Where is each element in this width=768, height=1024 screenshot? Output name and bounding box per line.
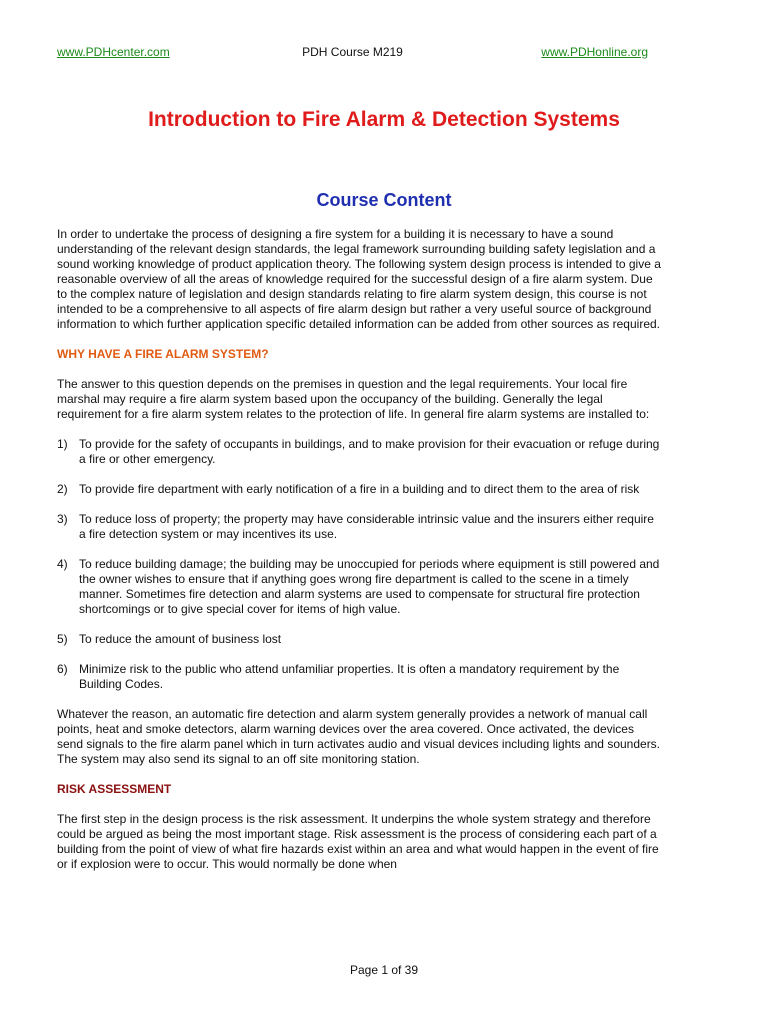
- list-number: 4): [57, 557, 68, 571]
- list-item: [57, 512, 663, 542]
- pdhcenter-link[interactable]: www.PDHcenter.com: [57, 45, 170, 59]
- list-text: To provide fire department with early notification of a fire in a building and to direct them to the area of risk: [79, 482, 640, 496]
- list-text: To reduce loss of property; the property may have considerable intrinsic value and the insurers either require a fire detection system or may incentives its use.: [79, 512, 654, 541]
- why-heading: WHY HAVE A FIRE ALARM SYSTEM?: [57, 347, 269, 361]
- list-item: [57, 632, 663, 647]
- section-subtitle: Course Content: [316, 190, 452, 210]
- pdhonline-link[interactable]: www.PDHonline.org: [541, 45, 648, 59]
- course-code: PDH Course M219: [302, 45, 403, 59]
- list-number: 2): [57, 482, 68, 496]
- document-title: Introduction to Fire Alarm & Detection Systems: [148, 108, 620, 131]
- page-number: Page 1 of 39: [349, 963, 419, 977]
- list-number: 6): [57, 662, 68, 676]
- why-paragraph: The answer to this question depends on the premises in question and the legal requirements. Your local fire marshal may require a fire alarm system based upon the occupancy of the building. Generally the legal requirement for a fire alarm system relates to the protection of life. In general fire alarm systems are installed to:: [57, 377, 650, 421]
- page-header: [57, 45, 648, 63]
- list-number: 3): [57, 512, 68, 526]
- risk-paragraph: The first step in the design process is the risk assessment. It underpins the whole system strategy and therefore could be argued as being the most important stage. Risk assessment is the process of considering each part of a building from the point of view of what fire hazards exist within an area and what would happen in the event of fire or if explosion were to occur. This would normally be done when: [57, 812, 659, 871]
- list-item: [57, 557, 663, 617]
- closing-paragraph: Whatever the reason, an automatic fire detection and alarm system generally provides a network of manual call points, heat and smoke detectors, alarm warning devices over the area covered. Once activated, the devices send signals to the fire alarm panel which in turn activates audio and visual devices including lights and sounders. The system may also send its signal to an off site monitoring station.: [57, 707, 661, 766]
- list-number: 5): [57, 632, 68, 646]
- list-text: Minimize risk to the public who attend unfamiliar properties. It is often a mandatory requirement by the Building Codes.: [79, 662, 620, 691]
- list-item: [57, 437, 663, 467]
- list-item: [57, 482, 663, 497]
- list-number: 1): [57, 437, 68, 451]
- list-text: To reduce building damage; the building may be unoccupied for periods where equipment is still powered and the owner wishes to ensure that if anything goes wrong fire department is called to the scene in a timely manner. Sometimes fire detection and alarm systems are used to compensate for structural fire protection shortcomings or to give special cover for items of high value.: [79, 557, 660, 616]
- list-item: [57, 662, 663, 692]
- list-text: To provide for the safety of occupants in buildings, and to make provision for their evacuation or refuge during a fire or other emergency.: [79, 437, 660, 466]
- risk-heading: RISK ASSESSMENT: [57, 782, 172, 796]
- intro-paragraph: In order to undertake the process of designing a fire system for a building it is necessary to have a sound understanding of the relevant design standards, the legal framework surrounding building safety legislation and a sound working knowledge of product application theory. The following system design process is intended to give a reasonable overview of all the areas of knowledge required for the successful design of a fire alarm system. Due to the complex nature of legislation and design standards relating to fire alarm system design, this course is not intended to be a comprehensive to all aspects of fire alarm design but rather a very useful source of background information to which further application specific detailed information can be added from other sources as required.: [57, 227, 661, 331]
- document-body: [57, 227, 663, 887]
- list-text: To reduce the amount of business lost: [79, 632, 282, 646]
- reasons-list: [57, 437, 663, 692]
